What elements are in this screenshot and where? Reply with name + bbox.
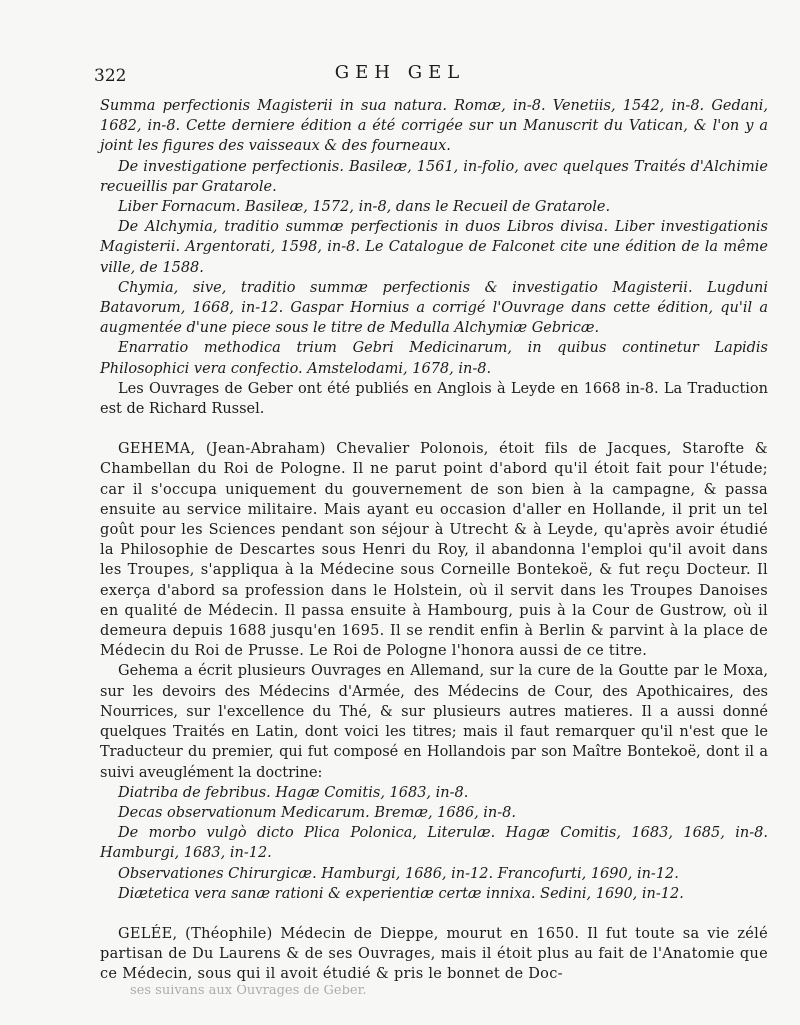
geber-work-5: Chymia, sive, traditio summæ perfectionis & investigatio Magisterii. Lugduni Batavorum, 1668, in-12. Gaspar Hornius a corrigé l'Ouvrage dans cette édition, qu'il a augmentée d'une piece sous le titre de Medulla Alchymiæ Gebricæ. — [100, 279, 768, 337]
gehema-biography: GEHEMA, (Jean-Abraham) Chevalier Polonois, étoit fils de Jacques, Starofte & Chambellan du Roi de Pologne. Il ne parut point d'abord qu'il étoit fait pour l'étude; car il s'occupa uniquement du gouvernement de son bien à la campagne, & passa ensuite au service militaire. Mais ayant eu occasion d'aller en Hollande, il prit un tel goût pour les Sciences pendant son séjour à Utrecht & à Leyde, qu'après avoir étudié la Philosophie de Descartes sous Henri du Roy, il abandonna l'emploi qu'il avoit dans les Troupes, s'appliqua à la Médecine sous Corneille Bontekoë, & fut reçu Docteur. Il exerça d'abord sa profession dans le Holstein, où il servit dans les Troupes Danoises en qualité de Médecin. Il passa ensuite à Hambourg, puis à la Cour de Gustrow, où il demeura depuis 1688 jusqu'en 1695. Il se rendit enfin à Berlin & parvint à la place de Médecin du Roi de Prusse. Le Roi de Pologne l'honora aussi de ce titre. — [100, 441, 768, 660]
gehema-work-1: Diatriba de febribus. Hagæ Comitis, 1683, in-8. — [118, 784, 469, 801]
gelee-biography: GELÉE, (Théophile) Médecin de Dieppe, mourut en 1650. Il fut toute sa vie zélé partisan de Du Laurens & de ses Ouvrages, mais il étoit plus au fait de l'Anatomie que ce Médecin, sous qui il avoit étudié & pris le bonnet de Doc- — [100, 925, 768, 983]
geber-translation-note: Les Ouvrages de Geber ont été publiés en Anglois à Leyde en 1668 in-8. La Traduction est de Richard Russel. — [100, 380, 768, 418]
geber-work-3: Liber Fornacum. Basileæ, 1572, in-8, dans le Recueil de Gratarole. — [118, 199, 611, 216]
gehema-work-2: Decas observationum Medicarum. Bremæ, 1686, in-8. — [118, 804, 516, 821]
running-title: GEH GEL — [334, 62, 466, 83]
geber-work-6: Enarratio methodica trium Gebri Medicinarum, in quibus continetur Lapidis Philosophici vera confectio. Amstelodami, 1678, in-8. — [100, 340, 768, 377]
gehema-work-4: Observationes Chirurgicæ. Hamburgi, 1686, in-12. Francofurti, 1690, in-12. — [118, 865, 679, 882]
geber-work-1: Summa perfectionis Magisterii in sua natura. Romæ, in-8. Venetiis, 1542, in-8. Gedani, 1682, in-8. Cette derniere édition a été corrigée sur un Manuscrit du Vatican, & l'on y a joint les figures des vaisseaux & des fourneaux. — [100, 98, 768, 155]
bleed-through-line: ses suivans aux Ouvrages de Geber. — [130, 984, 367, 997]
page-number: 322 — [94, 66, 127, 86]
geber-work-2: De investigatione perfectionis. Basileæ, 1561, in-folio, avec quelques Traités d'Alchimie recueillis par Gratarole. — [100, 158, 768, 195]
gehema-work-5: Diætetica vera sanæ rationi & experientiæ certæ innixa. Sedini, 1690, in-12. — [118, 885, 684, 902]
page-body — [100, 96, 768, 997]
gehema-work-3: De morbo vulgò dicto Plica Polonica, Literulæ. Hagæ Comitis, 1683, 1685, in-8. Hamburgi, 1683, in-12. — [100, 825, 768, 862]
gehema-works-intro: Gehema a écrit plusieurs Ouvrages en Allemand, sur la cure de la Goutte par le Moxa, sur les devoirs des Médecins d'Armée, des Médecins de Cour, des Apothicaires, des Nourrices, sur l'excellence du Thé, & sur plusieurs autres matieres. Il a aussi donné quelques Traités en Latin, dont voici les titres; mais il faut remarquer qu'il n'est que le Traducteur du premier, qui fut composé en Hollandois par son Maître Bontekoë, dont il a suivi aveuglément la doctrine: — [100, 663, 768, 781]
geber-work-4: De Alchymia, traditio summæ perfectionis in duos Libros divisa. Liber investigationis Magisterii. Argentorati, 1598, in-8. Le Catalogue de Falconet cite une édition de la même ville, de 1588. — [100, 219, 768, 276]
